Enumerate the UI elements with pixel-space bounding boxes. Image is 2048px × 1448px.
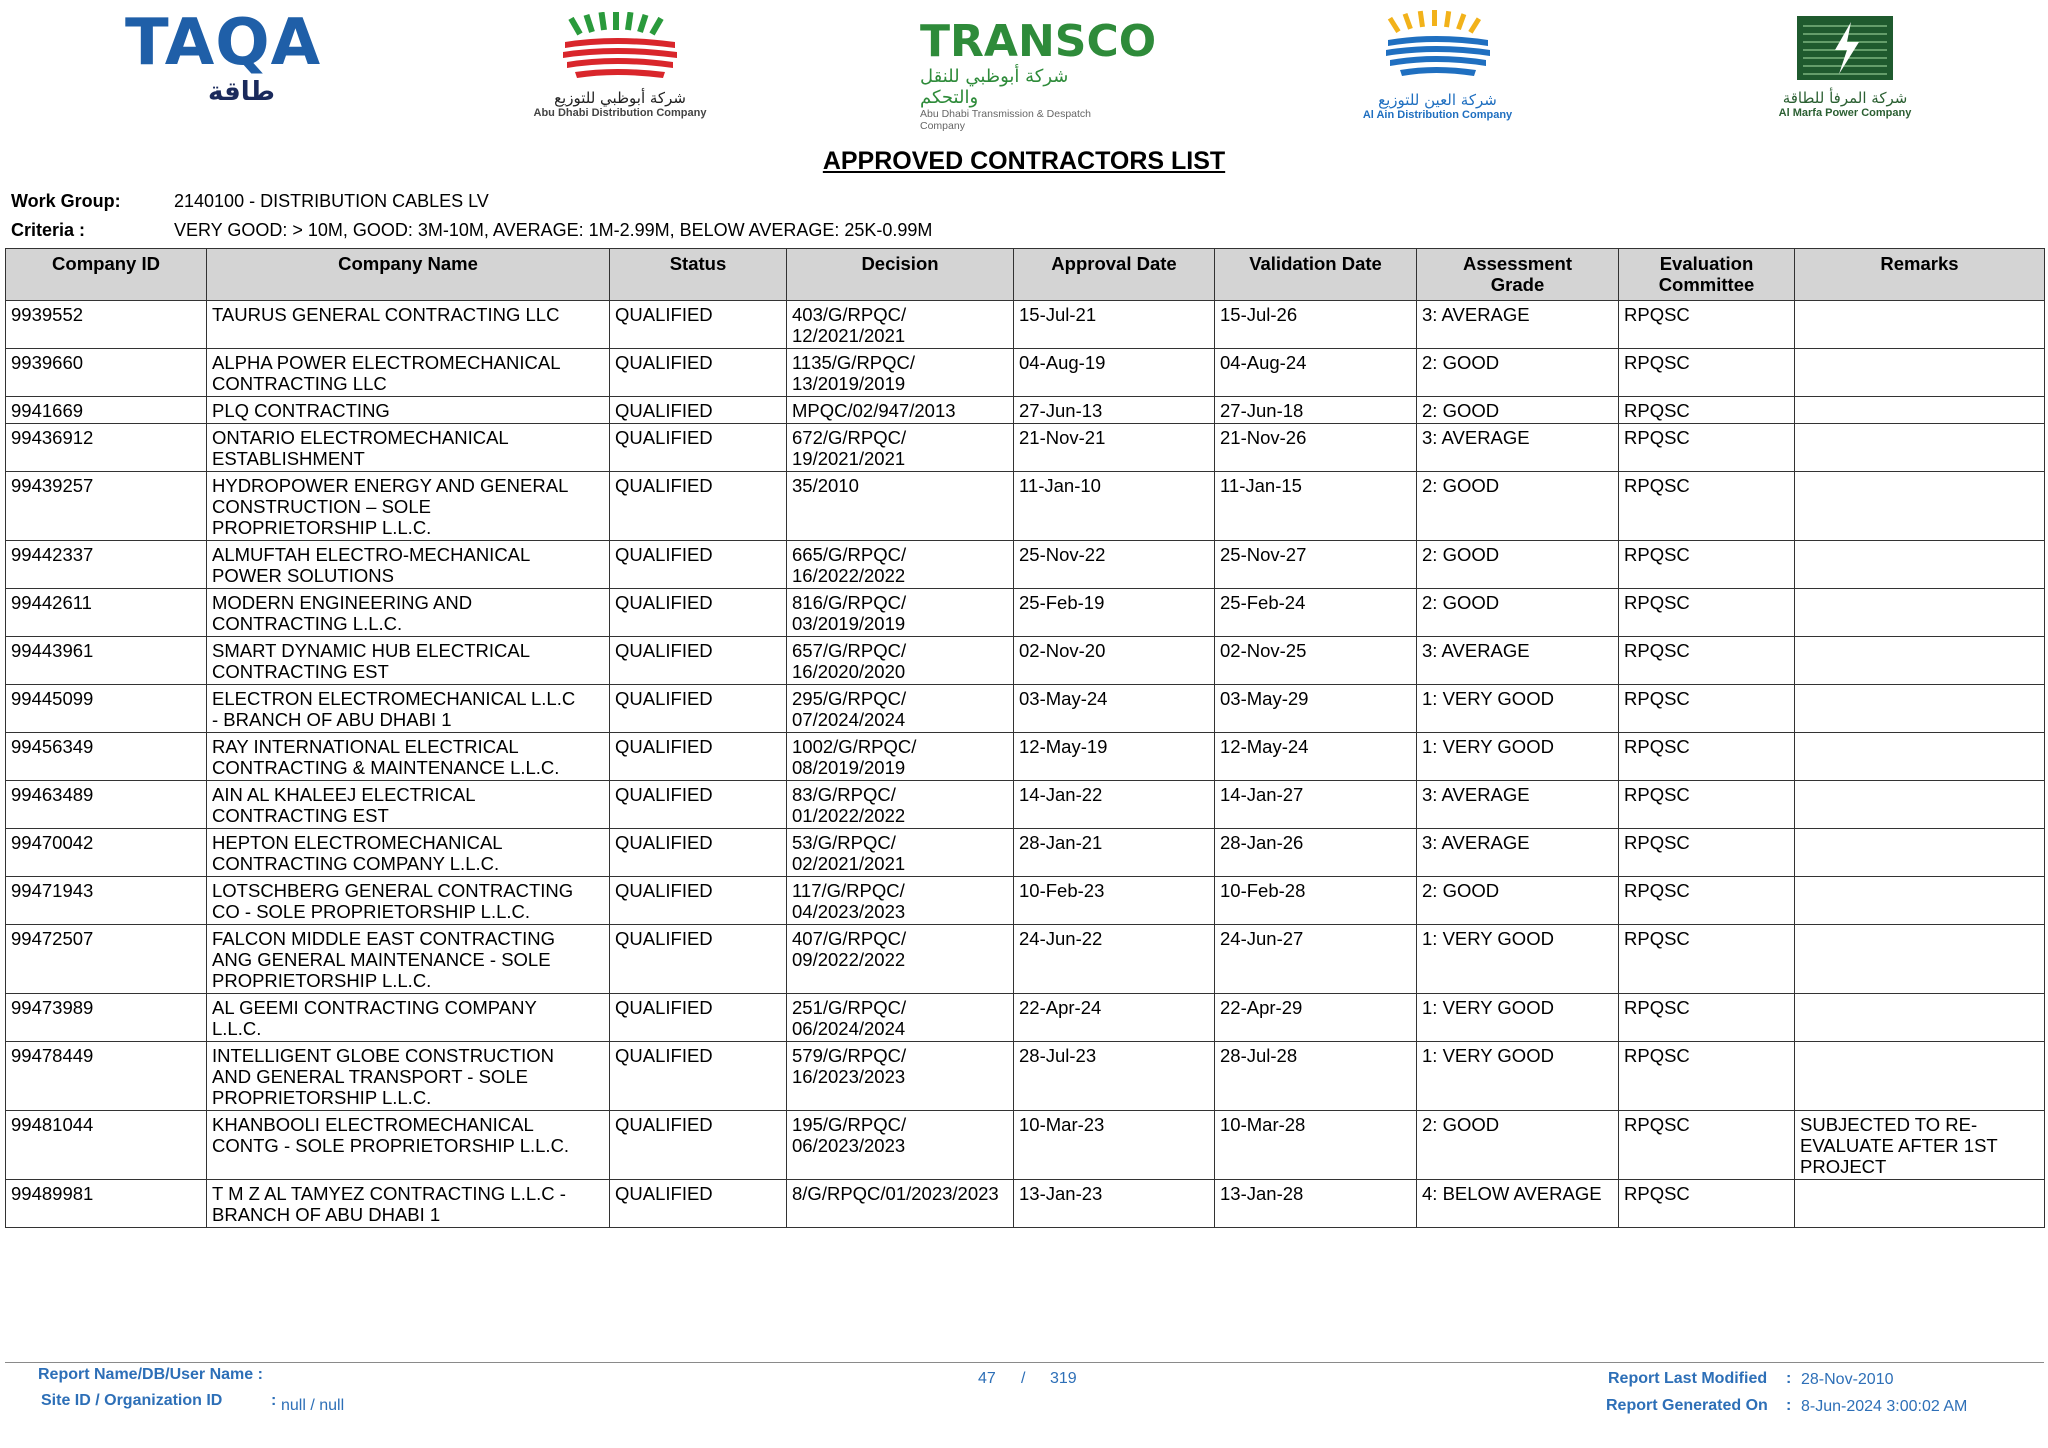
cell-company-id: 99470042: [6, 829, 207, 877]
table-row: [6, 685, 2045, 733]
cell-approval-date: 28-Jan-21: [1014, 829, 1215, 877]
cell-company-id: 99489981: [6, 1180, 207, 1228]
header-assessment-grade: Assessment Grade: [1417, 249, 1619, 301]
cell-evaluation-committee: RPQSC: [1619, 637, 1795, 685]
table-row: [6, 781, 2045, 829]
table-row: [6, 424, 2045, 472]
table-row: [6, 301, 2045, 349]
cell-company-id: 99481044: [6, 1111, 207, 1180]
cell-validation-date: 12-May-24: [1215, 733, 1417, 781]
site-id-label: [41, 1392, 222, 1410]
cell-evaluation-committee: RPQSC: [1619, 424, 1795, 472]
cell-decision: 295/G/RPQC/ 07/2024/2024: [787, 685, 1014, 733]
cell-decision: 1002/G/RPQC/ 08/2019/2019: [787, 733, 1014, 781]
last-modified-label: [1608, 1370, 1767, 1388]
cell-remarks: [1795, 685, 2045, 733]
cell-validation-date: 03-May-29: [1215, 685, 1417, 733]
aadc-logo-english: Al Ain Distribution Company: [1362, 109, 1513, 121]
header-decision: Decision: [787, 249, 1014, 301]
table-row: [6, 1180, 2045, 1228]
cell-status: QUALIFIED: [610, 685, 787, 733]
table-row: [6, 877, 2045, 925]
cell-remarks: [1795, 994, 2045, 1042]
cell-validation-date: 25-Nov-27: [1215, 541, 1417, 589]
cell-validation-date: 22-Apr-29: [1215, 994, 1417, 1042]
header-company-id: Company ID: [6, 249, 207, 301]
cell-company-name: ALPHA POWER ELECTROMECHANICAL CONTRACTING LLC: [207, 349, 610, 397]
generated-label: [1606, 1397, 1768, 1415]
cell-status: QUALIFIED: [610, 1042, 787, 1111]
adc-logo-arabic: شركة أبوظبي للتوزيع: [554, 89, 686, 107]
aadc-logo-arabic: شركة العين للتوزيع: [1378, 91, 1497, 109]
header-company-name: Company Name: [207, 249, 610, 301]
cell-status: QUALIFIED: [610, 424, 787, 472]
page-title-text: APPROVED CONTRACTORS LIST: [822, 147, 1226, 175]
cell-status: QUALIFIED: [610, 637, 787, 685]
header-status: Status: [610, 249, 787, 301]
cell-company-id: 99442337: [6, 541, 207, 589]
cell-status: QUALIFIED: [610, 994, 787, 1042]
cell-status: QUALIFIED: [610, 301, 787, 349]
amp-emblem-icon: [1755, 12, 1935, 84]
last-modified-value: 28-Nov-2010: [1801, 1371, 1894, 1388]
table-row: [6, 829, 2045, 877]
cell-status: QUALIFIED: [610, 1180, 787, 1228]
cell-evaluation-committee: RPQSC: [1619, 397, 1795, 424]
cell-remarks: [1795, 829, 2045, 877]
cell-assessment-grade: 3: AVERAGE: [1417, 301, 1619, 349]
criteria-value: VERY GOOD: > 10M, GOOD: 3M-10M, AVERAGE: 1M-2.99M, BELOW AVERAGE: 25K-0.99M: [174, 220, 933, 240]
cell-company-id: 99463489: [6, 781, 207, 829]
cell-evaluation-committee: RPQSC: [1619, 472, 1795, 541]
cell-company-name: ELECTRON ELECTROMECHANICAL L.L.C - BRANCH OF ABU DHABI 1: [207, 685, 610, 733]
cell-approval-date: 14-Jan-22: [1014, 781, 1215, 829]
cell-remarks: [1795, 541, 2045, 589]
cell-company-name: LOTSCHBERG GENERAL CONTRACTING CO - SOLE PROPRIETORSHIP L.L.C.: [207, 877, 610, 925]
cell-validation-date: 27-Jun-18: [1215, 397, 1417, 424]
cell-status: QUALIFIED: [610, 925, 787, 994]
cell-evaluation-committee: RPQSC: [1619, 877, 1795, 925]
cell-company-name: PLQ CONTRACTING: [207, 397, 610, 424]
cell-assessment-grade: 1: VERY GOOD: [1417, 1042, 1619, 1111]
cell-evaluation-committee: RPQSC: [1619, 733, 1795, 781]
cell-decision: 83/G/RPQC/ 01/2022/2022: [787, 781, 1014, 829]
work-group-value: 2140100 - DISTRIBUTION CABLES LV: [174, 191, 489, 211]
cell-remarks: [1795, 472, 2045, 541]
cell-evaluation-committee: RPQSC: [1619, 829, 1795, 877]
cell-validation-date: 13-Jan-28: [1215, 1180, 1417, 1228]
cell-remarks: [1795, 1042, 2045, 1111]
page-title: [0, 147, 2048, 176]
cell-remarks: [1795, 424, 2045, 472]
cell-validation-date: 21-Nov-26: [1215, 424, 1417, 472]
work-group-label: Work Group:: [11, 191, 121, 211]
footer-divider: [5, 1362, 2044, 1363]
cell-company-name: ONTARIO ELECTROMECHANICAL ESTABLISHMENT: [207, 424, 610, 472]
cell-approval-date: 21-Nov-21: [1014, 424, 1215, 472]
cell-company-id: 99456349: [6, 733, 207, 781]
cell-remarks: [1795, 397, 2045, 424]
cell-decision: 672/G/RPQC/ 19/2021/2021: [787, 424, 1014, 472]
site-id-colon: [271, 1392, 276, 1410]
cell-evaluation-committee: RPQSC: [1619, 781, 1795, 829]
cell-remarks: [1795, 781, 2045, 829]
cell-approval-date: 11-Jan-10: [1014, 472, 1215, 541]
cell-status: QUALIFIED: [610, 349, 787, 397]
cell-company-id: 9939660: [6, 349, 207, 397]
cell-approval-date: 28-Jul-23: [1014, 1042, 1215, 1111]
cell-decision: 816/G/RPQC/ 03/2019/2019: [787, 589, 1014, 637]
cell-approval-date: 04-Aug-19: [1014, 349, 1215, 397]
cell-remarks: [1795, 1180, 2045, 1228]
aadc-logo: [1330, 10, 1545, 130]
cell-status: QUALIFIED: [610, 733, 787, 781]
cell-remarks: [1795, 733, 2045, 781]
report-name-label: [38, 1366, 263, 1384]
table-row: [6, 349, 2045, 397]
cell-approval-date: 24-Jun-22: [1014, 925, 1215, 994]
cell-validation-date: 10-Feb-28: [1215, 877, 1417, 925]
table-row: [6, 589, 2045, 637]
table-row: [6, 1042, 2045, 1111]
cell-decision: 53/G/RPQC/ 02/2021/2021: [787, 829, 1014, 877]
cell-evaluation-committee: RPQSC: [1619, 589, 1795, 637]
cell-company-id: 99439257: [6, 472, 207, 541]
transco-logo-wordmark: TRANSCO: [920, 16, 1157, 67]
transco-logo: [920, 16, 1157, 132]
cell-remarks: [1795, 301, 2045, 349]
cell-approval-date: 25-Feb-19: [1014, 589, 1215, 637]
cell-decision: 403/G/RPQC/ 12/2021/2021: [787, 301, 1014, 349]
cell-approval-date: 02-Nov-20: [1014, 637, 1215, 685]
adc-logo-english: Abu Dhabi Distribution Company: [533, 107, 707, 119]
cell-decision: 251/G/RPQC/ 06/2024/2024: [787, 994, 1014, 1042]
header-approval-date: Approval Date: [1014, 249, 1215, 301]
cell-approval-date: 03-May-24: [1014, 685, 1215, 733]
cell-validation-date: 11-Jan-15: [1215, 472, 1417, 541]
cell-status: QUALIFIED: [610, 781, 787, 829]
table-header-row: [6, 249, 2045, 301]
generated-label-text: Report Generated On: [1606, 1397, 1768, 1414]
work-group-line: [11, 191, 489, 212]
report-name-label-text: Report Name/DB/User Name :: [38, 1366, 263, 1383]
cell-company-name: ALMUFTAH ELECTRO-MECHANICAL POWER SOLUTIONS: [207, 541, 610, 589]
table-row: [6, 637, 2045, 685]
cell-status: QUALIFIED: [610, 397, 787, 424]
cell-company-name: RAY INTERNATIONAL ELECTRICAL CONTRACTING & MAINTENANCE L.L.C.: [207, 733, 610, 781]
cell-validation-date: 04-Aug-24: [1215, 349, 1417, 397]
table-body: [6, 301, 2045, 1228]
cell-assessment-grade: 2: GOOD: [1417, 589, 1619, 637]
last-modified-colon: [1786, 1370, 1791, 1388]
transco-logo-english: Abu Dhabi Transmission & Despatch Company: [920, 108, 1091, 132]
site-id-value: null / null: [281, 1397, 345, 1414]
site-id-colon-text: :: [271, 1392, 277, 1409]
cell-decision: 657/G/RPQC/ 16/2020/2020: [787, 637, 1014, 685]
amp-logo: [1755, 12, 1935, 132]
cell-assessment-grade: 2: GOOD: [1417, 1111, 1619, 1180]
cell-validation-date: 25-Feb-24: [1215, 589, 1417, 637]
cell-remarks: [1795, 349, 2045, 397]
cell-assessment-grade: 2: GOOD: [1417, 349, 1619, 397]
contractors-table: [5, 248, 2045, 1228]
cell-status: QUALIFIED: [610, 472, 787, 541]
table-row: [6, 541, 2045, 589]
page-total: 319: [1050, 1370, 1077, 1387]
cell-assessment-grade: 3: AVERAGE: [1417, 829, 1619, 877]
cell-decision: 407/G/RPQC/ 09/2022/2022: [787, 925, 1014, 994]
cell-decision: 579/G/RPQC/ 16/2023/2023: [787, 1042, 1014, 1111]
cell-approval-date: 25-Nov-22: [1014, 541, 1215, 589]
cell-validation-date: 10-Mar-28: [1215, 1111, 1417, 1180]
cell-evaluation-committee: RPQSC: [1619, 1180, 1795, 1228]
page-separator: /: [1021, 1370, 1026, 1387]
criteria-line: [11, 220, 932, 241]
cell-validation-date: 28-Jul-28: [1215, 1042, 1417, 1111]
cell-company-name: MODERN ENGINEERING AND CONTRACTING L.L.C.: [207, 589, 610, 637]
cell-decision: 1135/G/RPQC/ 13/2019/2019: [787, 349, 1014, 397]
table-row: [6, 1111, 2045, 1180]
cell-evaluation-committee: RPQSC: [1619, 301, 1795, 349]
taqa-logo: [125, 6, 322, 130]
header-evaluation-committee: Evaluation Committee: [1619, 249, 1795, 301]
aadc-emblem-icon: [1330, 10, 1545, 86]
cell-company-id: 99436912: [6, 424, 207, 472]
cell-decision: MPQC/02/947/2013: [787, 397, 1014, 424]
cell-remarks: SUBJECTED TO RE- EVALUATE AFTER 1ST PROJECT: [1795, 1111, 2045, 1180]
cell-decision: 665/G/RPQC/ 16/2022/2022: [787, 541, 1014, 589]
cell-company-name: AIN AL KHALEEJ ELECTRICAL CONTRACTING EST: [207, 781, 610, 829]
taqa-logo-arabic: طاقة: [207, 76, 275, 106]
cell-assessment-grade: 4: BELOW AVERAGE: [1417, 1180, 1619, 1228]
amp-logo-arabic: شركة المرفأ للطاقة: [1782, 89, 1908, 107]
cell-company-name: KHANBOOLI ELECTROMECHANICAL CONTG - SOLE PROPRIETORSHIP L.L.C.: [207, 1111, 610, 1180]
cell-remarks: [1795, 877, 2045, 925]
cell-company-id: 9941669: [6, 397, 207, 424]
cell-status: QUALIFIED: [610, 829, 787, 877]
cell-company-name: FALCON MIDDLE EAST CONTRACTING ANG GENERAL MAINTENANCE - SOLE PROPRIETORSHIP L.L.C.: [207, 925, 610, 994]
cell-company-id: 99443961: [6, 637, 207, 685]
cell-company-name: HYDROPOWER ENERGY AND GENERAL CONSTRUCTION – SOLE PROPRIETORSHIP L.L.C.: [207, 472, 610, 541]
generated-colon: [1786, 1397, 1791, 1415]
table-row: [6, 472, 2045, 541]
cell-assessment-grade: 2: GOOD: [1417, 472, 1619, 541]
cell-evaluation-committee: RPQSC: [1619, 994, 1795, 1042]
cell-validation-date: 02-Nov-25: [1215, 637, 1417, 685]
cell-validation-date: 24-Jun-27: [1215, 925, 1417, 994]
cell-company-id: 99472507: [6, 925, 207, 994]
criteria-label: Criteria :: [11, 220, 86, 240]
cell-assessment-grade: 1: VERY GOOD: [1417, 733, 1619, 781]
cell-assessment-grade: 1: VERY GOOD: [1417, 925, 1619, 994]
cell-company-name: TAURUS GENERAL CONTRACTING LLC: [207, 301, 610, 349]
cell-company-id: 99478449: [6, 1042, 207, 1111]
cell-assessment-grade: 2: GOOD: [1417, 877, 1619, 925]
cell-assessment-grade: 2: GOOD: [1417, 541, 1619, 589]
cell-assessment-grade: 1: VERY GOOD: [1417, 994, 1619, 1042]
cell-company-id: 99445099: [6, 685, 207, 733]
table-row: [6, 733, 2045, 781]
cell-validation-date: 14-Jan-27: [1215, 781, 1417, 829]
cell-decision: 195/G/RPQC/ 06/2023/2023: [787, 1111, 1014, 1180]
cell-remarks: [1795, 589, 2045, 637]
cell-approval-date: 13-Jan-23: [1014, 1180, 1215, 1228]
cell-evaluation-committee: RPQSC: [1619, 925, 1795, 994]
cell-status: QUALIFIED: [610, 877, 787, 925]
cell-evaluation-committee: RPQSC: [1619, 1111, 1795, 1180]
adc-logo: [515, 12, 725, 132]
cell-assessment-grade: 3: AVERAGE: [1417, 781, 1619, 829]
header-validation-date: Validation Date: [1215, 249, 1417, 301]
cell-company-id: 99442611: [6, 589, 207, 637]
cell-status: QUALIFIED: [610, 1111, 787, 1180]
cell-assessment-grade: 3: AVERAGE: [1417, 424, 1619, 472]
logo-bar: [0, 0, 2048, 140]
cell-decision: 8/G/RPQC/01/2023/2023: [787, 1180, 1014, 1228]
cell-company-id: 9939552: [6, 301, 207, 349]
cell-approval-date: 22-Apr-24: [1014, 994, 1215, 1042]
cell-company-name: SMART DYNAMIC HUB ELECTRICAL CONTRACTING EST: [207, 637, 610, 685]
cell-company-id: 99471943: [6, 877, 207, 925]
cell-status: QUALIFIED: [610, 541, 787, 589]
cell-decision: 117/G/RPQC/ 04/2023/2023: [787, 877, 1014, 925]
amp-logo-english: Al Marfa Power Company: [1778, 107, 1912, 119]
cell-status: QUALIFIED: [610, 589, 787, 637]
last-modified-label-text: Report Last Modified: [1608, 1370, 1768, 1387]
cell-company-name: INTELLIGENT GLOBE CONSTRUCTION AND GENERAL TRANSPORT - SOLE PROPRIETORSHIP L.L.C.: [207, 1042, 610, 1111]
last-modified-colon-text: :: [1786, 1370, 1792, 1387]
cell-decision: 35/2010: [787, 472, 1014, 541]
cell-approval-date: 12-May-19: [1014, 733, 1215, 781]
generated-colon-text: :: [1786, 1397, 1792, 1414]
cell-company-name: T M Z AL TAMYEZ CONTRACTING L.L.C - BRANCH OF ABU DHABI 1: [207, 1180, 610, 1228]
cell-remarks: [1795, 637, 2045, 685]
cell-approval-date: 27-Jun-13: [1014, 397, 1215, 424]
cell-evaluation-committee: RPQSC: [1619, 541, 1795, 589]
cell-company-name: AL GEEMI CONTRACTING COMPANY L.L.C.: [207, 994, 610, 1042]
cell-assessment-grade: 1: VERY GOOD: [1417, 685, 1619, 733]
transco-logo-arabic: شركة أبوظبي للنقل والتحكم: [920, 66, 1069, 108]
table-row: [6, 925, 2045, 994]
cell-assessment-grade: 3: AVERAGE: [1417, 637, 1619, 685]
cell-validation-date: 15-Jul-26: [1215, 301, 1417, 349]
generated-value: 8-Jun-2024 3:00:02 AM: [1801, 1398, 1968, 1415]
table-row: [6, 994, 2045, 1042]
cell-approval-date: 15-Jul-21: [1014, 301, 1215, 349]
header-remarks: Remarks: [1795, 249, 2045, 301]
cell-evaluation-committee: RPQSC: [1619, 685, 1795, 733]
cell-company-id: 99473989: [6, 994, 207, 1042]
cell-company-name: HEPTON ELECTROMECHANICAL CONTRACTING COMPANY L.L.C.: [207, 829, 610, 877]
adc-emblem-icon: [515, 12, 725, 84]
cell-evaluation-committee: RPQSC: [1619, 1042, 1795, 1111]
site-id-label-text: Site ID / Organization ID: [41, 1392, 223, 1409]
page-current: 47: [978, 1370, 996, 1387]
taqa-logo-wordmark: TAQA: [125, 6, 322, 80]
cell-evaluation-committee: RPQSC: [1619, 349, 1795, 397]
cell-assessment-grade: 2: GOOD: [1417, 397, 1619, 424]
cell-approval-date: 10-Feb-23: [1014, 877, 1215, 925]
cell-approval-date: 10-Mar-23: [1014, 1111, 1215, 1180]
table-row: [6, 397, 2045, 424]
cell-validation-date: 28-Jan-26: [1215, 829, 1417, 877]
cell-remarks: [1795, 925, 2045, 994]
